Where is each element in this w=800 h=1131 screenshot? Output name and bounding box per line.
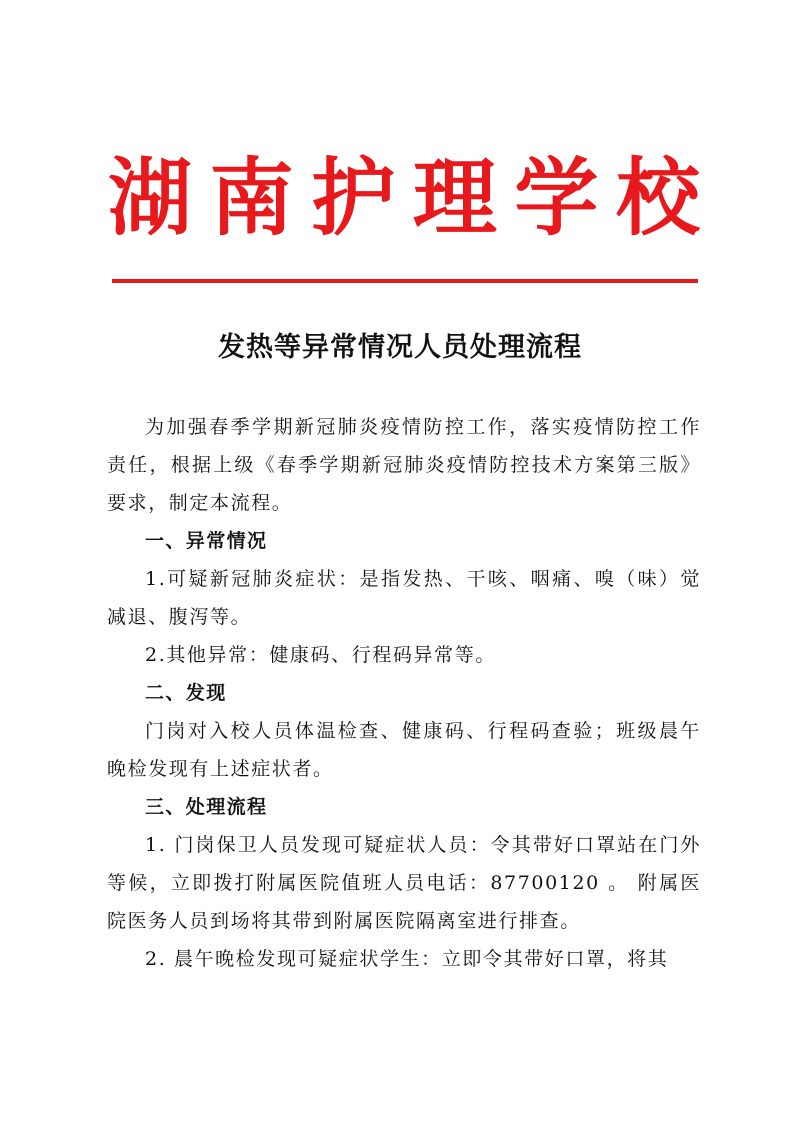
- letterhead-char: 护: [311, 148, 396, 247]
- letterhead-char: 校: [615, 148, 700, 247]
- paragraph-item: 2.其他异常：健康码、行程码异常等。: [145, 644, 496, 666]
- paragraph-item: 1.可疑新冠肺炎症状：是指发热、干咳、咽痛、嗅（味）觉减退、腹泻等。: [107, 568, 701, 628]
- letterhead-school-name: [108, 148, 700, 248]
- document-title: 发热等异常情况人员处理流程: [218, 332, 582, 363]
- letterhead-char: 湖: [108, 148, 193, 247]
- letterhead-char: 理: [412, 148, 497, 247]
- document-body: [107, 408, 701, 978]
- letterhead-char: 南: [209, 148, 294, 247]
- section-heading-abnormal: 一、异常情况: [145, 530, 268, 552]
- paragraph-item: 1. 门岗保卫人员发现可疑症状人员：令其带好口罩站在门外等候，立即拨打附属医院值班人员电话：87700120 。 附属医院医务人员到场将其带到附属医院隔离室进行排查。: [107, 834, 701, 932]
- section-heading-procedure: 三、处理流程: [145, 796, 268, 818]
- paragraph-item: 2. 晨午晚检发现可疑症状学生：立即令其带好口罩，将其: [145, 948, 669, 970]
- letterhead-red-rule: [112, 279, 698, 283]
- intro-paragraph: 为加强春季学期新冠肺炎疫情防控工作，落实疫情防控工作责任，根据上级《春季学期新冠肺炎疫情防控技术方案第三版》要求，制定本流程。: [107, 416, 701, 514]
- letterhead-char: 学: [514, 148, 599, 247]
- paragraph-item: 门岗对入校人员体温检查、健康码、行程码查验；班级晨午晚检发现有上述症状者。: [107, 720, 701, 780]
- section-heading-discovery: 二、发现: [145, 682, 227, 704]
